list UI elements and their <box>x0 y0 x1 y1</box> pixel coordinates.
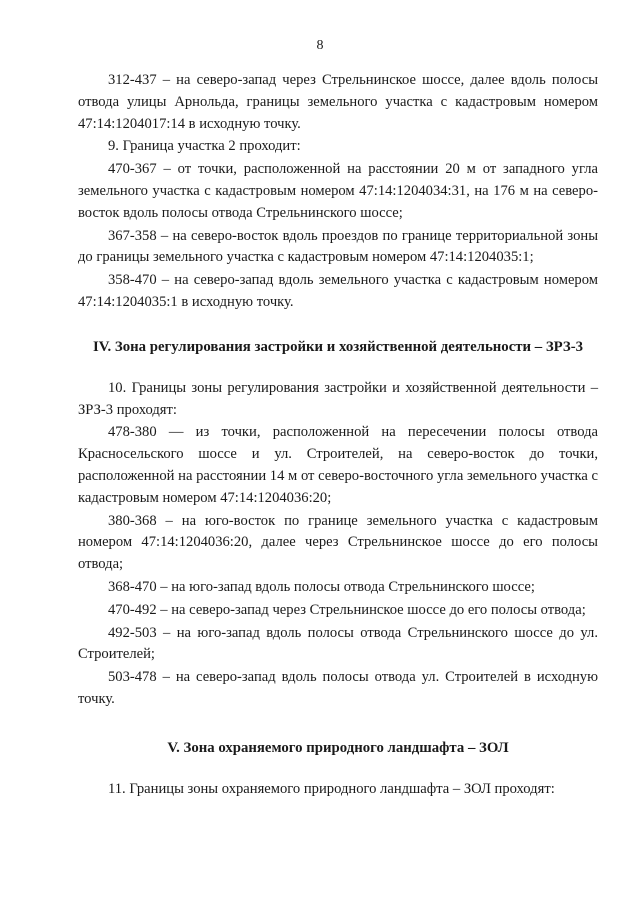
page-number: 8 <box>316 38 324 53</box>
document-body <box>78 70 598 801</box>
paragraph-section-11: 11. Границы зоны охраняемого природного ландшафта – ЗОЛ проходят: <box>108 780 555 797</box>
paragraph-380-368: 380-368 – на юго-восток по границе земельного участка с кадастровым номером 47:14:1204036:20, далее через Стрельнинское шоссе до его полосы отвода; <box>78 512 598 573</box>
paragraph-503-478: 503-478 – на северо-запад вдоль полосы отвода ул. Строителей в исходную точку. <box>78 669 598 707</box>
section-heading-zrz-3: IV. Зона регулирования застройки и хозяйственной деятельности – ЗРЗ-3 <box>92 338 584 355</box>
paragraph-367-358: 367-358 – на северо-восток вдоль проездов по границе территориальной зоны до границы земельного участка с кадастровым номером 47:14:1204035:1; <box>78 227 598 266</box>
paragraph-section-9: 9. Граница участка 2 проходит: <box>108 138 301 155</box>
paragraph-358-470: 358-470 – на северо-запад вдоль земельного участка с кадастровым номером 47:14:1204035:1 в исходную точку. <box>78 272 598 310</box>
paragraph-478-380: 478-380 — из точки, расположенной на пересечении полосы отвода Красносельского шоссе и ул. Строителей, на северо-восток до точки, расположенной на расстоянии 14 м от северо-восточного угла земельного участка с кадастровым номером 47:14:1204036:20; <box>78 424 598 506</box>
paragraph-368-470: 368-470 – на юго-запад вдоль полосы отвода Стрельнинского шоссе; <box>108 578 535 595</box>
paragraph-492-503: 492-503 – на юго-запад вдоль полосы отвода Стрельнинского шоссе до ул. Строителей; <box>78 624 598 663</box>
paragraph-312-437: 312-437 – на северо-запад через Стрельнинское шоссе, далее вдоль полосы отвода улицы Арнольда, границы земельного участка с кадастровым номером 47:14:1204017:14 в исходную точку. <box>78 72 598 132</box>
paragraph-470-492: 470-492 – на северо-запад через Стрельнинское шоссе до его полосы отвода; <box>108 601 586 618</box>
paragraph-470-367: 470-367 – от точки, расположенной на расстоянии 20 м от западного угла земельного участка с кадастровым номером 47:14:1204034:31, на 176 м на северо-восток вдоль полосы отвода Стрельнинского шоссе; <box>78 161 598 221</box>
section-heading-zol: V. Зона охраняемого природного ландшафта – ЗОЛ <box>167 739 509 756</box>
paragraph-section-10: 10. Границы зоны регулирования застройки и хозяйственной деятельности – ЗРЗ-3 проходят: <box>78 379 598 418</box>
